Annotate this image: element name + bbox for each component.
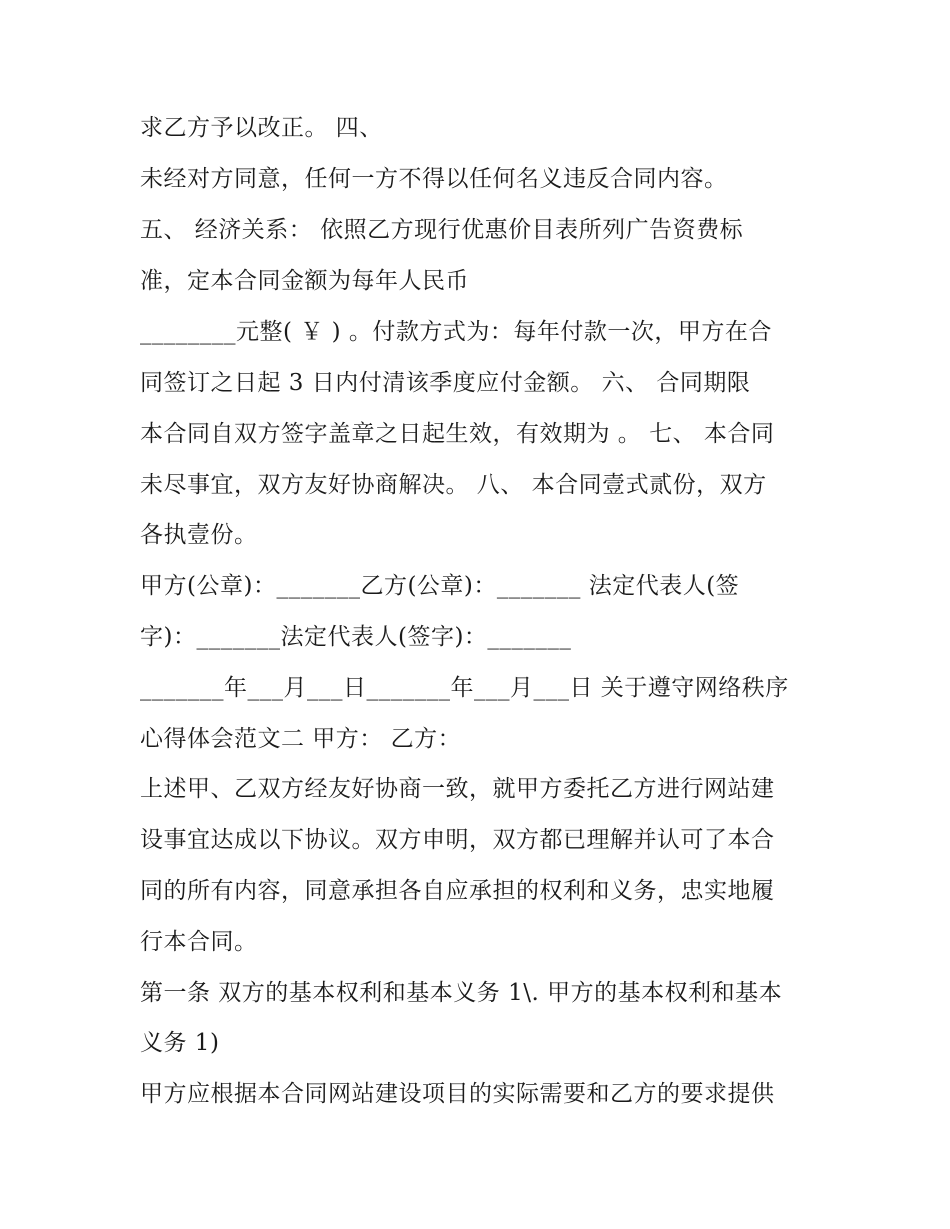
text-line: 甲方(公章)：_______乙方(公章)：_______ 法定代表人(签	[140, 573, 740, 599]
text-line: 本合同自双方签字盖章之日起生效，有效期为 。 七、 本合同	[140, 421, 775, 447]
text-line: ________元整( ￥ ) 。付款方式为：每年付款一次，甲方在合	[140, 319, 772, 345]
text-line: 求乙方予以改正。 四、	[140, 115, 383, 141]
text-line: 心得体会范文二 甲方： 乙方：	[140, 726, 462, 752]
text-line: _______年___月___日_______年___月___日 关于遵守网络秩序	[140, 675, 789, 701]
text-line: 各执壹份。	[140, 522, 258, 548]
text-line: 五、 经济关系： 依照乙方现行优惠价目表所列广告资费标	[140, 217, 744, 243]
text-line: 同签订之日起 3 日内付清该季度应付金额。 六、 合同期限	[140, 370, 751, 396]
text-line: 第一条 双方的基本权利和基本义务 1\. 甲方的基本权利和基本	[140, 980, 783, 1006]
text-line: 未经对方同意，任何一方不得以任何名义违反合同内容。	[140, 166, 728, 192]
text-line: 设事宜达成以下协议。双方申明，双方都已理解并认可了本合	[140, 827, 775, 853]
text-line: 甲方应根据本合同网站建设项目的实际需要和乙方的要求提供	[140, 1081, 775, 1107]
text-line: 行本合同。	[140, 929, 258, 955]
text-line: 同的所有内容，同意承担各自应承担的权利和义务，忠实地履	[140, 878, 775, 904]
text-line: 准，定本合同金额为每年人民币	[140, 268, 469, 294]
text-line: 上述甲、乙双方经友好协商一致，就甲方委托乙方进行网站建	[140, 776, 775, 802]
text-line: 义务 1)	[140, 1030, 220, 1056]
text-line: 字)：_______法定代表人(签字)：_______	[140, 624, 572, 650]
text-line: 未尽事宜，双方友好协商解决。 八、 本合同壹式贰份，双方	[140, 472, 767, 498]
